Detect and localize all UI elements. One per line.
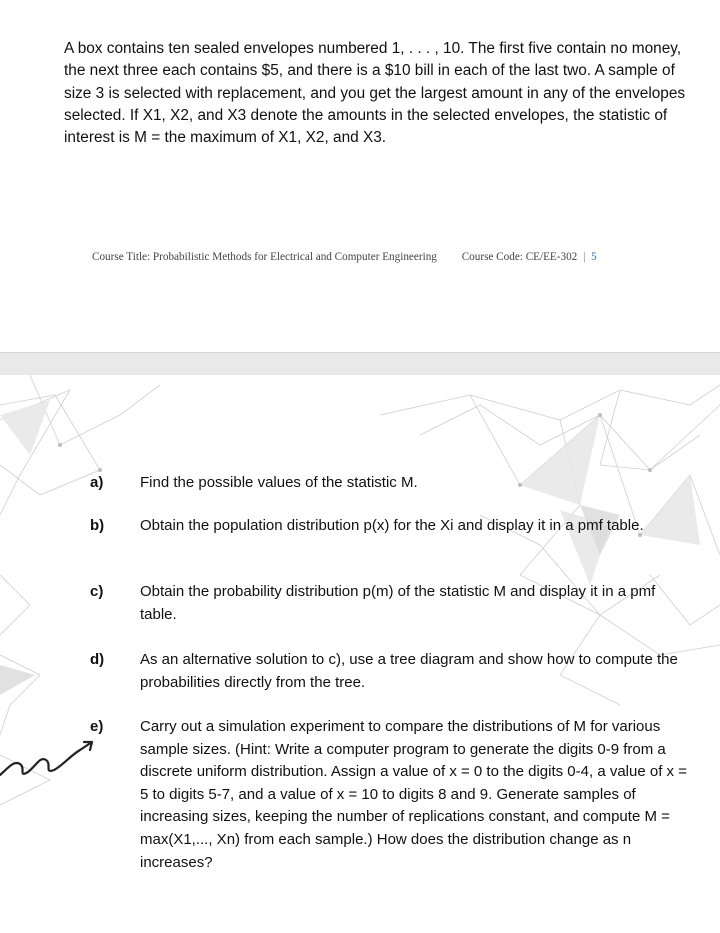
question-text: Find the possible values of the statistic M. <box>140 474 418 491</box>
document-page-5 <box>0 0 720 352</box>
question-label: e) <box>90 718 104 735</box>
footer-separator: | <box>583 251 586 263</box>
question-text: Obtain the population distribution p(x) for the Xi and display it in a pmf table. <box>140 517 644 534</box>
course-code-text: Course Code: CE/EE-302 <box>461 251 578 263</box>
question-text: Carry out a simulation experiment to compare the distributions of M for various sample sizes. (Hint: Write a computer program to generate the digits 0-9 from a discrete uniform distribution. Assign a value of x = 0 to the digits 0-4, a value of x = 5 to digits 5-7, and a value of x = 10 to digits 8 and 9. Generate samples of increasing sizes, keeping the number of replications constant, and compute M = max(X1,..., Xn) from each sample.) How does the distribution change as n increases? <box>140 718 687 871</box>
question-text: Obtain the probability distribution p(m) of the statistic M and display it in a pmf table. <box>140 583 656 623</box>
question-label: c) <box>90 583 104 600</box>
handwritten-scribble <box>0 720 100 780</box>
course-code <box>462 251 597 263</box>
page-number: 5 <box>591 251 597 263</box>
page-footer <box>92 251 712 263</box>
page-break <box>0 352 720 376</box>
question-text: As an alternative solution to c), use a tree diagram and show how to compute the probabilities directly from the tree. <box>140 651 678 691</box>
document-page-6 <box>0 375 720 933</box>
question-label: a) <box>90 474 104 491</box>
question-label: d) <box>90 651 105 668</box>
course-title: Course Title: Probabilistic Methods for Electrical and Computer Engineering <box>92 251 437 263</box>
question-label: b) <box>90 517 105 534</box>
problem-statement: A box contains ten sealed envelopes numbered 1, . . . , 10. The first five contain no money, the next three each contains $5, and there is a $10 bill in each of the last two. A sample of size 3 is selected with replacement, and you get the largest amount in any of the envelopes selected. If X1, X2, and X3 denote the amounts in the selected envelopes, the statistic of interest is M = the maximum of X1, X2, and X3. <box>64 40 686 147</box>
